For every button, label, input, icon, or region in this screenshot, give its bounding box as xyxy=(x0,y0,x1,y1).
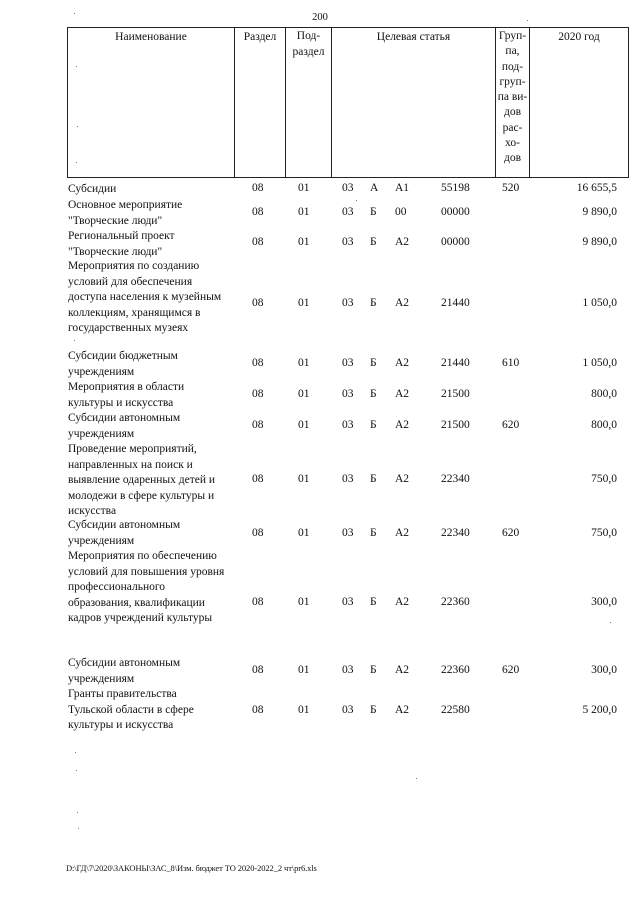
row-c3: А2 xyxy=(395,596,410,608)
row-amt: 1 050,0 xyxy=(582,297,617,309)
row-c4: 22340 xyxy=(441,527,470,539)
row-razd: 08 xyxy=(252,664,264,676)
row-name: Субсидии автономным учреждениям xyxy=(68,519,181,547)
row-c3: А2 xyxy=(395,473,410,485)
row-c3: А2 xyxy=(395,357,410,369)
row-amt: 800,0 xyxy=(591,388,617,400)
row-c2: Б xyxy=(370,527,377,539)
row-c4: 22360 xyxy=(441,664,470,676)
row-c3: А2 xyxy=(395,704,410,716)
row-name: Субсидии автономным учреждениям xyxy=(68,412,181,440)
file-path: D:\ГД\7\2020\ЗАКОНЫ\ЗАС_8\Изм. бюджет ТО 2020-2022_2 чт\pr6.xls xyxy=(66,863,317,873)
row-amt: 16 655,5 xyxy=(576,182,617,194)
row-podr: 01 xyxy=(298,704,310,716)
row-amt: 5 200,0 xyxy=(582,704,617,716)
row-c4: 21500 xyxy=(441,388,470,400)
row-c3: А2 xyxy=(395,419,410,431)
row-c4: 00000 xyxy=(441,206,470,218)
row-razd: 08 xyxy=(252,297,264,309)
row-name: Субсидии автономным учреждениям xyxy=(68,657,181,685)
row-podr: 01 xyxy=(298,388,310,400)
row-name: Субсидии xyxy=(68,183,117,195)
row-c4: 21500 xyxy=(441,419,470,431)
row-amt: 300,0 xyxy=(591,596,617,608)
row-c1: 03 xyxy=(342,182,354,194)
row-c1: 03 xyxy=(342,704,354,716)
row-podr: 01 xyxy=(298,236,310,248)
row-razd: 08 xyxy=(252,527,264,539)
row-c1: 03 xyxy=(342,419,354,431)
row-razd: 08 xyxy=(252,182,264,194)
row-c2: Б xyxy=(370,236,377,248)
row-podr: 01 xyxy=(298,297,310,309)
row-c3: А1 xyxy=(395,182,410,194)
row-c4: 55198 xyxy=(441,182,470,194)
row-c2: Б xyxy=(370,297,377,309)
row-c1: 03 xyxy=(342,473,354,485)
scan-speck xyxy=(356,200,357,201)
row-c1: 03 xyxy=(342,236,354,248)
row-razd: 08 xyxy=(252,473,264,485)
row-c2: Б xyxy=(370,388,377,400)
scan-speck xyxy=(527,20,528,21)
row-c1: 03 xyxy=(342,527,354,539)
row-podr: 01 xyxy=(298,182,310,194)
row-c3: А2 xyxy=(395,236,410,248)
row-c1: 03 xyxy=(342,596,354,608)
row-c2: А xyxy=(370,182,379,194)
header-year: 2020 год xyxy=(558,31,600,43)
scan-speck xyxy=(75,752,76,753)
row-grp: 520 xyxy=(502,182,520,194)
row-name: Субсидии бюджетным учреждениям xyxy=(68,350,178,378)
row-c3: А2 xyxy=(395,527,410,539)
header-razdel: Раздел xyxy=(235,28,286,177)
row-c1: 03 xyxy=(342,388,354,400)
row-c1: 03 xyxy=(342,297,354,309)
row-c2: Б xyxy=(370,596,377,608)
row-c2: Б xyxy=(370,357,377,369)
row-c4: 22580 xyxy=(441,704,470,716)
row-amt: 800,0 xyxy=(591,419,617,431)
row-c4: 22360 xyxy=(441,596,470,608)
row-name: Региональный проект "Творческие люди" xyxy=(68,230,175,258)
row-razd: 08 xyxy=(252,236,264,248)
table-header xyxy=(67,27,629,178)
row-c2: Б xyxy=(370,704,377,716)
row-c4: 21440 xyxy=(441,357,470,369)
row-c3: А2 xyxy=(395,664,410,676)
row-c1: 03 xyxy=(342,664,354,676)
row-amt: 9 890,0 xyxy=(582,206,617,218)
row-c4: 22340 xyxy=(441,473,470,485)
header-celevaya-statya: Целевая статья xyxy=(332,28,496,177)
row-c2: Б xyxy=(370,473,377,485)
row-podr: 01 xyxy=(298,419,310,431)
row-grp: 620 xyxy=(502,527,520,539)
row-c1: 03 xyxy=(342,206,354,218)
page-number: 200 xyxy=(312,12,328,23)
scan-speck xyxy=(74,340,75,341)
scan-speck xyxy=(74,13,75,14)
row-podr: 01 xyxy=(298,664,310,676)
header-gruppa: Груп- па, под- груп- па ви- дов рас- хо- дов xyxy=(496,28,530,177)
scan-speck xyxy=(76,66,77,67)
row-razd: 08 xyxy=(252,388,264,400)
row-razd: 08 xyxy=(252,419,264,431)
row-podr: 01 xyxy=(298,473,310,485)
scan-speck xyxy=(76,770,77,771)
row-c3: А2 xyxy=(395,297,410,309)
row-name: Мероприятия по обеспечению условий для повышения уровня профессионального образования, квалификации кадров учреждений культуры xyxy=(68,550,225,624)
row-c4: 21440 xyxy=(441,297,470,309)
row-podr: 01 xyxy=(298,357,310,369)
row-grp: 610 xyxy=(502,357,520,369)
row-c2: Б xyxy=(370,419,377,431)
scan-speck xyxy=(610,622,611,623)
row-name: Мероприятия по созданию условий для обеспечения доступа населения к музейным коллекциям, хранящимся в государственных музеях xyxy=(68,260,222,334)
row-name: Мероприятия в области культуры и искусства xyxy=(68,381,185,409)
scan-speck xyxy=(416,778,417,779)
row-razd: 08 xyxy=(252,596,264,608)
row-name: Основное мероприятие "Творческие люди" xyxy=(68,199,183,227)
row-amt: 9 890,0 xyxy=(582,236,617,248)
header-name: Наименование xyxy=(68,28,235,177)
scan-speck xyxy=(77,812,78,813)
scan-speck xyxy=(77,126,78,127)
row-c1: 03 xyxy=(342,357,354,369)
row-razd: 08 xyxy=(252,704,264,716)
row-podr: 01 xyxy=(298,596,310,608)
row-c4: 00000 xyxy=(441,236,470,248)
row-c3: 00 xyxy=(395,206,407,218)
row-podr: 01 xyxy=(298,527,310,539)
scan-speck xyxy=(78,828,79,829)
row-c2: Б xyxy=(370,206,377,218)
row-amt: 750,0 xyxy=(591,473,617,485)
row-amt: 300,0 xyxy=(591,664,617,676)
row-name: Гранты правительства Тульской области в сфере культуры и искусства xyxy=(68,688,194,731)
row-grp: 620 xyxy=(502,419,520,431)
scan-speck xyxy=(76,162,77,163)
row-amt: 1 050,0 xyxy=(582,357,617,369)
header-podrazdel: Под- раздел xyxy=(286,28,332,177)
row-amt: 750,0 xyxy=(591,527,617,539)
row-razd: 08 xyxy=(252,206,264,218)
row-c2: Б xyxy=(370,664,377,676)
row-grp: 620 xyxy=(502,664,520,676)
row-razd: 08 xyxy=(252,357,264,369)
row-c3: А2 xyxy=(395,388,410,400)
row-name: Проведение мероприятий, направленных на поиск и выявление одаренных детей и молодежи в сфере культуры и искусства xyxy=(68,443,216,517)
row-podr: 01 xyxy=(298,206,310,218)
